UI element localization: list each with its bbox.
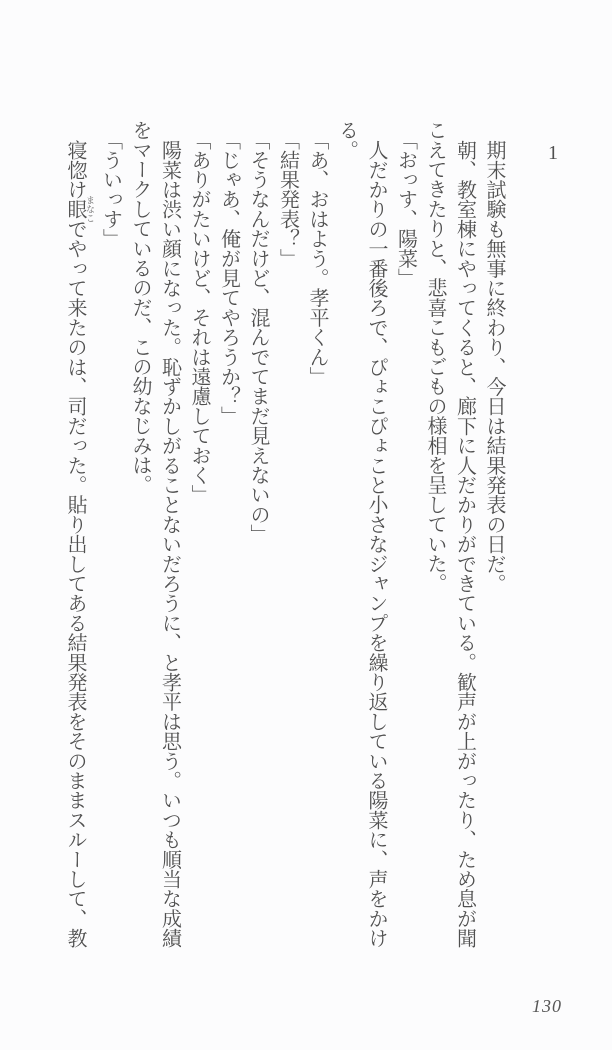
paragraph-dialogue: 「結果発表？」 — [276, 130, 299, 268]
novel-text — [61, 120, 567, 950]
paragraph-dialogue: 「ありがたいけど、それは遠慮しておく」 — [188, 130, 210, 505]
furigana: 眼 まなこ — [64, 195, 95, 223]
page-number: 130 — [532, 996, 562, 1016]
paragraph-narration: 寝惚け眼 まなこでやって来たのは、司だった。貼り出してある結果発表をそのままスルーして、教 — [64, 140, 95, 948]
paragraph-dialogue: 「じゃあ、俺が見てやろうか？」 — [217, 130, 240, 426]
paragraph-dialogue: 「あ、おはよう。孝平くん」 — [306, 130, 328, 387]
paragraph-dialogue: 「ういっす」 — [99, 130, 122, 249]
paragraph-narration: 期末試験も無事に終わり、今日は結果発表の日だ。 — [483, 140, 505, 594]
paragraph-narration: 人だかりの一番後ろで、ぴょこぴょこと小さなジャンプを繰り返している陽菜に、声をかける。 — [335, 120, 387, 948]
paragraph-narration: 朝、教室棟にやってくると、廊下に人だかりができている。歓声が上がったり、ため息が聞こえてきたりと、悲喜こもごもの様相を呈していた。 — [424, 120, 476, 948]
paragraph-narration: 陽菜は渋い顔になった。恥ずかしがることないだろうに、と孝平は思う。いつも順当な成績をマークしているのだ、この幼なじみは。 — [129, 120, 181, 948]
paragraph-dialogue: 「おっす、陽菜」 — [394, 130, 417, 288]
chapter-number: 1 — [542, 142, 564, 164]
paragraph-dialogue: 「そうなんだけど、混んでてまだ見えないの」 — [247, 130, 269, 544]
